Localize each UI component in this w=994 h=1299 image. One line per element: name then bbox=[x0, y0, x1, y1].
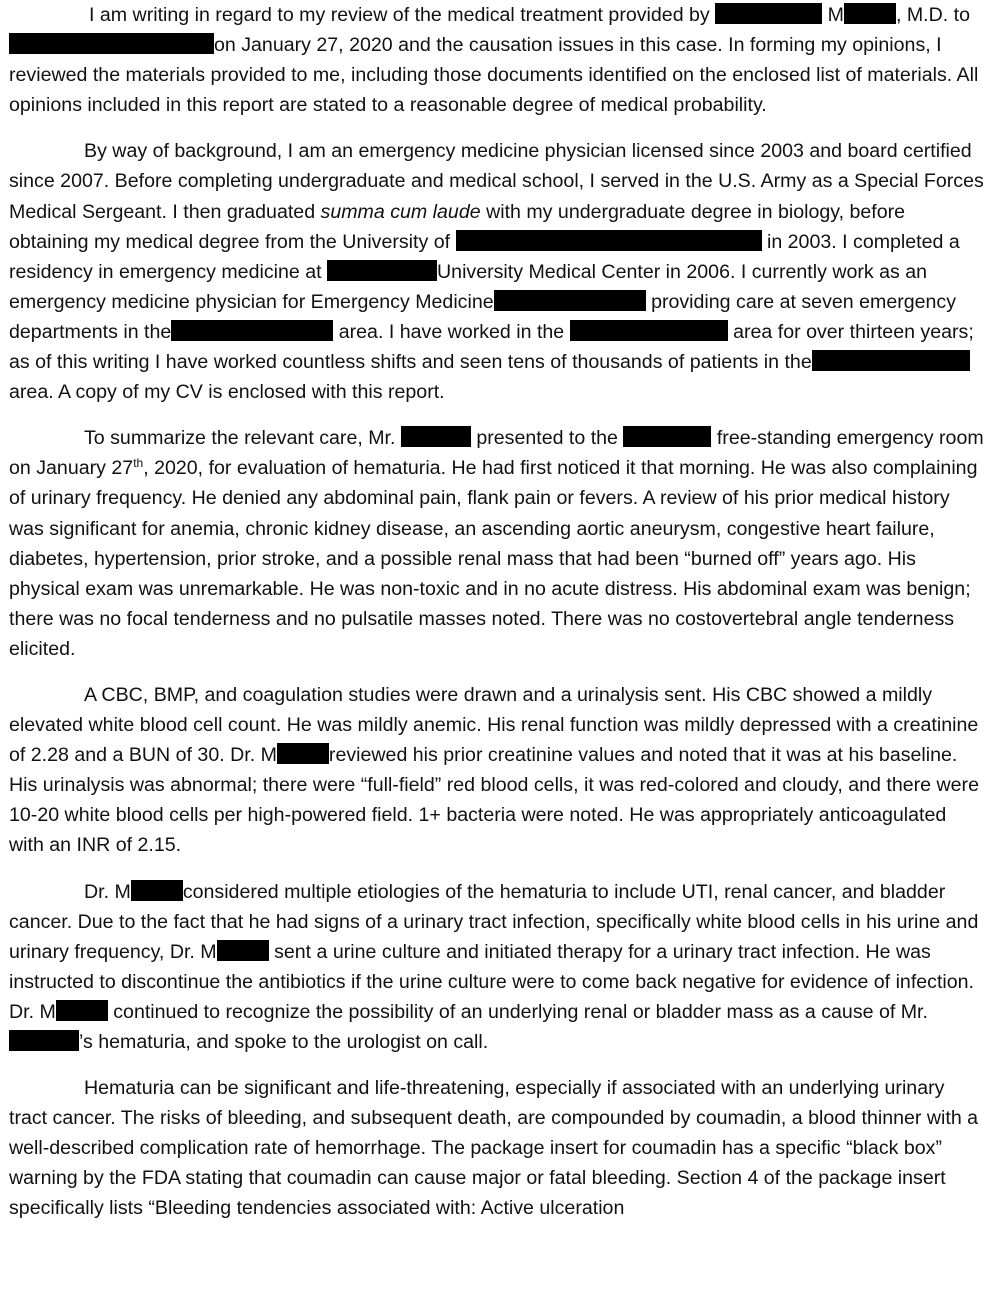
text-run: , M.D. to bbox=[895, 4, 970, 26]
redaction-provider-surname bbox=[277, 743, 329, 764]
redaction-patient-surname-1 bbox=[401, 426, 471, 447]
text-run: presented to the bbox=[470, 427, 624, 450]
text-run: free-standing emergency room on January 27 bbox=[9, 427, 984, 480]
text-run: area for over thirteen years; as of this writing I have worked countless shifts and seen tens of thousands of patients in the bbox=[9, 320, 974, 374]
redaction-practice-area-1 bbox=[171, 320, 333, 341]
paragraph-5 bbox=[9, 877, 985, 1058]
text-run: I am writing in regard to my review of the medical treatment provided by bbox=[89, 4, 716, 26]
text-run: ’s hematuria, and spoke to the urologist on call. bbox=[79, 1031, 489, 1053]
text-run: area. I have worked in the bbox=[333, 320, 570, 343]
redaction-practice-area-2 bbox=[570, 320, 728, 341]
paragraph-1 bbox=[9, 0, 985, 120]
text-run: By way of background, I am an emergency medicine physician licensed since 2003 and board certified since 2007. Before completing undergraduate and medical school, I served in the U.S. Army as a Special Forces Medical Sergeant. I then graduated bbox=[9, 140, 984, 223]
redaction-provider-first-name bbox=[715, 3, 822, 24]
text-run: considered multiple etiologies of the hematuria to include UTI, renal cancer, and bladder cancer. Due to the fact that he had signs of a urinary tract infection, specifically white blood cells in his urine and urinary frequency, Dr. M bbox=[9, 880, 979, 963]
redaction-patient-full-name bbox=[9, 33, 214, 54]
text-run: continued to recognize the possibility of an underlying renal or bladder mass as a cause of Mr. bbox=[107, 1000, 928, 1023]
text-run: Dr. M bbox=[84, 880, 131, 903]
report-page bbox=[9, 0, 985, 1240]
italic-text: summa cum laude bbox=[320, 200, 481, 223]
text-run: Hematuria can be significant and life-threatening, especially if associated with an underlying urinary tract cancer. The risks of bleeding, and subsequent death, are compounded by coumadin, a blood thinner with a well-described complication rate of hemorrhage. The package insert for coumadin has a specific “black box” warning by the FDA stating that coumadin can cause major or fatal bleeding. Section 4 of the package insert specifically lists “Bleeding tendencies associated with: Active ulceration bbox=[9, 1077, 979, 1220]
text-run: University Medical Center in 2006. I currently work as an emergency medicine physician for Emergency Medicine bbox=[9, 260, 928, 313]
ordinal-suffix: th bbox=[133, 456, 144, 471]
redaction-provider-surname bbox=[844, 3, 896, 24]
text-run: reviewed his prior creatinine values and noted that it was at his baseline. His urinalysis was abnormal; there were “full-field” red blood cells, it was red-colored and cloudy, and there were 10-20 white blood cells per high-powered field. 1+ bacteria were noted. He was appropriately anticoagulated with an INR of 2.15. bbox=[9, 744, 979, 857]
paragraph-3 bbox=[9, 423, 985, 664]
text-run: area. A copy of my CV is enclosed with this report. bbox=[9, 381, 445, 404]
text-run: with my undergraduate degree in biology, before obtaining my medical degree from the University of bbox=[9, 200, 906, 253]
text-run: sent a urine culture and initiated therapy for a urinary tract infection. He was instructed to discontinue the antibiotics if the urine culture were to come back negative for evidence of infection. Dr. M bbox=[9, 940, 974, 1023]
redaction-provider-surname bbox=[217, 940, 269, 961]
text-run: To summarize the relevant care, Mr. bbox=[84, 427, 401, 450]
paragraph-2 bbox=[9, 136, 985, 407]
text-run: A CBC, BMP, and coagulation studies were drawn and a urinalysis sent. His CBC showed a mildly elevated white blood cell count. He was mildly anemic. His renal function was mildly depressed with a creatinine of 2.28 and a BUN of 30. Dr. M bbox=[9, 683, 979, 767]
redaction-residency-institution bbox=[327, 260, 437, 281]
redaction-university-name bbox=[456, 230, 762, 251]
text-run: , 2020, for evaluation of hematuria. He had first noticed it that morning. He was also complaining of urinary frequency. He denied any abdominal pain, flank pain or fevers. A review of his prior medical history was significant for anemia, chronic kidney disease, an ascending aortic aneurysm, congestive heart failure, diabetes, hypertension, prior stroke, and a possible renal mass that had been “burned off” years ago. His physical exam was unremarkable. He was non-toxic and in no acute distress. His abdominal exam was benign; there was no focal tenderness and no pulsatile masses noted. There was no costovertebral angle tenderness elicited. bbox=[9, 457, 978, 660]
text-run: M bbox=[822, 4, 844, 26]
redaction-employer-group bbox=[494, 290, 646, 311]
text-run: on January 27, 2020 and the causation issues in this case. In forming my opinions, I reviewed the materials provided to me, including those documents identified on the enclosed list of materials. All opinions included in this report are stated to a reasonable degree of medical probability. bbox=[9, 34, 979, 117]
redaction-facility-name bbox=[623, 426, 711, 447]
paragraph-4 bbox=[9, 680, 985, 861]
paragraph-6 bbox=[9, 1073, 985, 1223]
text-run: in 2003. I completed a residency in emergency medicine at bbox=[9, 230, 960, 283]
redaction-provider-surname bbox=[56, 1000, 108, 1021]
redaction-provider-surname bbox=[131, 880, 183, 901]
text-run: providing care at seven emergency departments in the bbox=[9, 290, 957, 343]
redaction-practice-area-3 bbox=[812, 350, 970, 371]
redaction-patient-surname-2 bbox=[9, 1030, 79, 1051]
